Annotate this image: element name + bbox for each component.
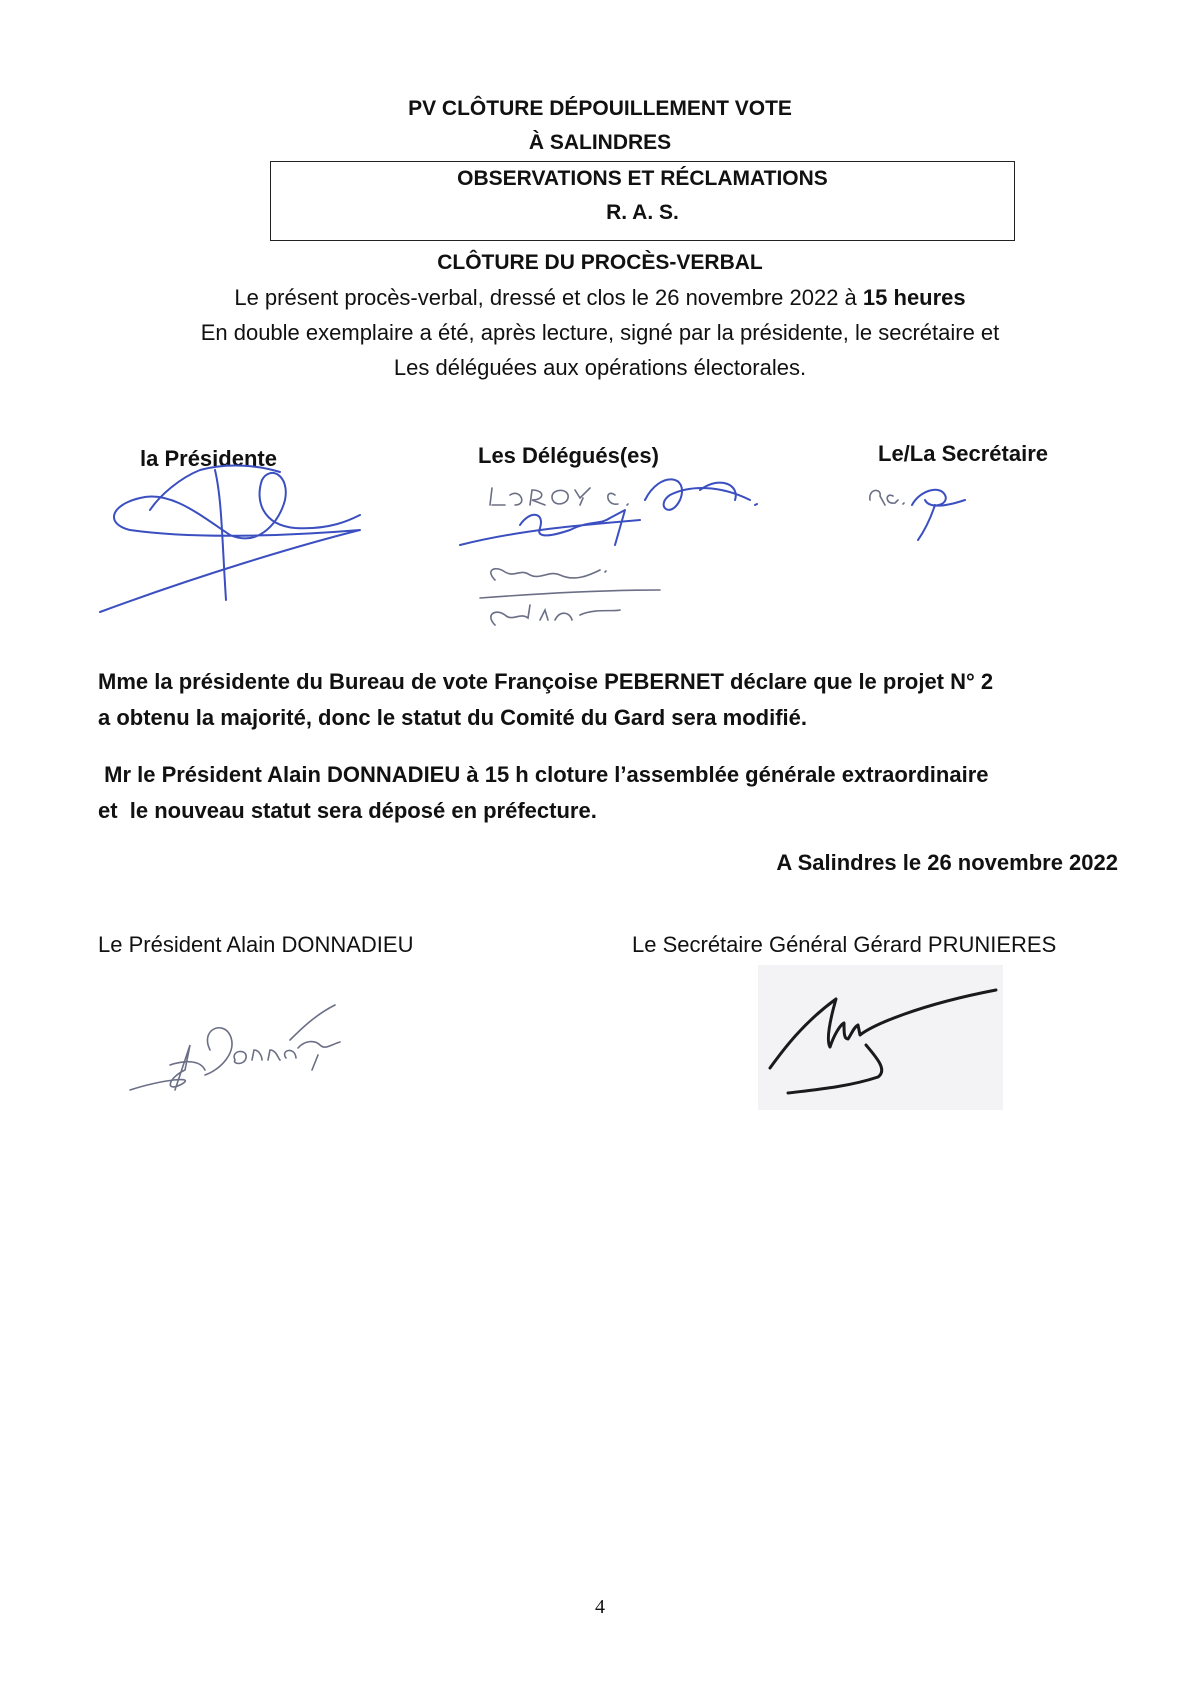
declaration-para2-line1: Mr le Président Alain DONNADIEU à 15 h cloture l’assemblée générale extraordinaire <box>98 762 989 787</box>
cloture-line2: En double exemplaire a été, après lecture, signé par la présidente, le secrétaire et <box>200 320 1000 345</box>
secretaire-general-signatory: Le Secrétaire Général Gérard PRUNIERES <box>632 932 1057 957</box>
observations-heading: OBSERVATIONS ET RÉCLAMATIONS <box>457 167 828 190</box>
observations-value: R. A. S. <box>606 201 679 224</box>
declaration-para1-line1: Mme la présidente du Bureau de vote Françoise PEBERNET déclare que le projet N° 2 <box>98 669 994 694</box>
delegues-label: Les Délégués(es) <box>478 443 659 468</box>
cloture-line1-text: Le présent procès-verbal, dressé et clos le 26 novembre 2022 à <box>234 285 863 310</box>
prunieres-signature-scan <box>758 965 1003 1110</box>
page-number: 4 <box>595 1596 605 1618</box>
prunieres-signature <box>758 965 1003 1110</box>
cloture-time: 15 heures <box>862 285 966 310</box>
document-title-line1: PV CLÔTURE DÉPOUILLEMENT VOTE <box>408 97 792 120</box>
document-title-line2: À SALINDRES <box>528 131 672 154</box>
secretaire-label: Le/La Secrétaire <box>878 441 1048 466</box>
president-signatory: Le Président Alain DONNADIEU <box>98 932 414 957</box>
cloture-line3: Les déléguées aux opérations électorales. <box>393 355 807 380</box>
declaration-para1-line2: a obtenu la majorité, donc le statut du Comité du Gard sera modifié. <box>98 705 807 730</box>
cloture-heading: CLÔTURE DU PROCÈS-VERBAL <box>437 251 763 274</box>
presidente-label: la Présidente <box>140 446 277 471</box>
place-date: A Salindres le 26 novembre 2022 <box>776 850 1118 875</box>
declaration-para2-line2: et le nouveau statut sera déposé en préfecture. <box>98 798 597 823</box>
